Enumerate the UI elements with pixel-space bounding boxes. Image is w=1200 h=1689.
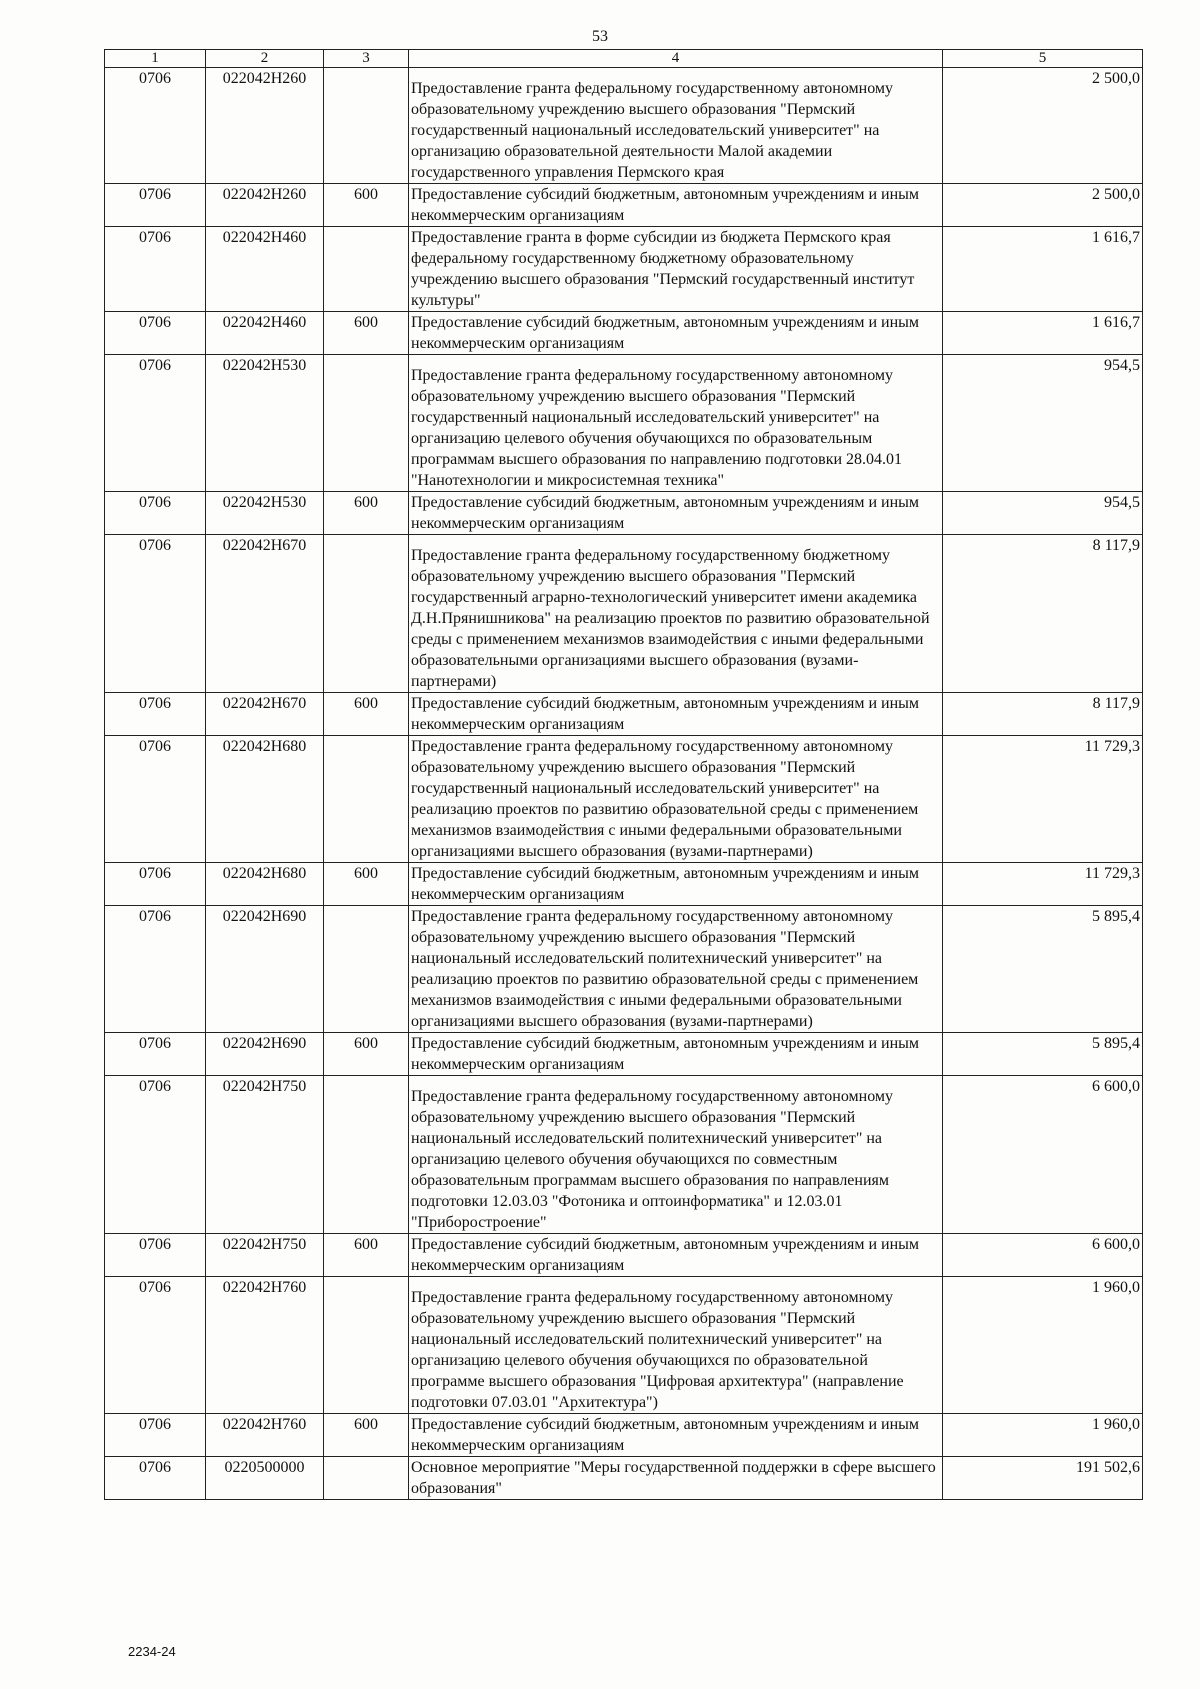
cell-section-code: 0706 [105,227,206,312]
cell-section-code: 0706 [105,863,206,906]
table-row [105,68,1143,184]
cell-description: Предоставление субсидий бюджетным, автономным учреждениям и иным некоммерческим организациям [409,184,943,227]
cell-target-article: 022042H760 [206,1277,324,1414]
cell-amount: 1 960,0 [943,1414,1143,1457]
cell-target-article: 022042H760 [206,1414,324,1457]
table-row [105,184,1143,227]
cell-section-code: 0706 [105,1033,206,1076]
cell-amount: 1 616,7 [943,227,1143,312]
cell-target-article: 022042H680 [206,736,324,863]
cell-expense-type: 600 [324,184,409,227]
cell-description: Предоставление гранта федеральному государственному автономному образовательному учреждению высшего образования "Пермский национальный исследовательский политехнический университет" на реализацию проектов по развитию образовательной среды с применением механизмов взаимодействия с иными федеральными образовательными организациями высшего образования (вузами-партнерами) [409,906,943,1033]
cell-expense-type: 600 [324,312,409,355]
cell-amount: 8 117,9 [943,535,1143,693]
table-row [105,1457,1143,1500]
cell-target-article: 0220500000 [206,1457,324,1500]
cell-target-article: 022042H750 [206,1234,324,1277]
table-row [105,736,1143,863]
cell-amount: 5 895,4 [943,906,1143,1033]
cell-target-article: 022042H670 [206,535,324,693]
cell-target-article: 022042H750 [206,1076,324,1234]
table-row [105,1033,1143,1076]
cell-expense-type [324,355,409,492]
cell-description: Предоставление гранта в форме субсидии из бюджета Пермского края федеральному государственному бюджетному образовательному учреждению высшего образования "Пермский государственный институт культуры" [409,227,943,312]
cell-expense-type: 600 [324,1234,409,1277]
cell-expense-type [324,906,409,1033]
cell-section-code: 0706 [105,1277,206,1414]
column-header-1: 1 [105,50,206,68]
cell-amount: 5 895,4 [943,1033,1143,1076]
header-row [105,50,1143,68]
cell-section-code: 0706 [105,1234,206,1277]
cell-expense-type: 600 [324,693,409,736]
cell-amount: 8 117,9 [943,693,1143,736]
budget-table [104,49,1143,1500]
cell-amount: 11 729,3 [943,736,1143,863]
cell-section-code: 0706 [105,693,206,736]
table-body [105,68,1143,1500]
cell-target-article: 022042H530 [206,492,324,535]
cell-section-code: 0706 [105,1457,206,1500]
cell-target-article: 022042H680 [206,863,324,906]
cell-description: Предоставление гранта федеральному государственному автономному образовательному учреждению высшего образования "Пермский национальный исследовательский политехнический университет" на организацию целевого обучения обучающихся по образовательной программе высшего образования "Цифровая архитектура" (направление подготовки 07.03.01 "Архитектура") [409,1277,943,1414]
cell-section-code: 0706 [105,312,206,355]
cell-amount: 2 500,0 [943,68,1143,184]
column-header-3: 3 [324,50,409,68]
cell-section-code: 0706 [105,1414,206,1457]
page-number: 53 [592,28,608,45]
cell-expense-type: 600 [324,1414,409,1457]
column-header-4: 4 [409,50,943,68]
table-row [105,906,1143,1033]
cell-expense-type: 600 [324,863,409,906]
cell-expense-type: 600 [324,1033,409,1076]
cell-target-article: 022042H670 [206,693,324,736]
cell-description: Предоставление субсидий бюджетным, автономным учреждениям и иным некоммерческим организациям [409,1234,943,1277]
cell-expense-type [324,227,409,312]
cell-description: Предоставление гранта федеральному государственному бюджетному образовательному учреждению высшего образования "Пермский государственный аграрно-технологический университет имени академика Д.Н.Прянишникова" на реализацию проектов по развитию образовательной среды с применением механизмов взаимодействия с иными федеральными образовательными организациями высшего образования (вузами-партнерами) [409,535,943,693]
cell-amount: 11 729,3 [943,863,1143,906]
table-header [105,50,1143,68]
cell-description: Предоставление субсидий бюджетным, автономным учреждениям и иным некоммерческим организациям [409,693,943,736]
cell-expense-type [324,68,409,184]
cell-description: Предоставление гранта федеральному государственному автономному образовательному учреждению высшего образования "Пермский национальный исследовательский политехнический университет" на организацию целевого обучения обучающихся по совместным образовательным программам высшего образования по направлениям подготовки 12.03.03 "Фотоника и оптоинформатика" и 12.03.01 "Приборостроение" [409,1076,943,1234]
cell-amount: 1 616,7 [943,312,1143,355]
cell-amount: 191 502,6 [943,1457,1143,1500]
cell-description: Предоставление субсидий бюджетным, автономным учреждениям и иным некоммерческим организациям [409,1414,943,1457]
cell-amount: 6 600,0 [943,1234,1143,1277]
document-code: 2234-24 [128,1644,176,1659]
table-row [105,227,1143,312]
table-row [105,535,1143,693]
cell-description: Предоставление субсидий бюджетным, автономным учреждениям и иным некоммерческим организациям [409,863,943,906]
table-row [105,863,1143,906]
cell-expense-type [324,1076,409,1234]
cell-amount: 954,5 [943,355,1143,492]
cell-expense-type [324,736,409,863]
column-header-5: 5 [943,50,1143,68]
cell-section-code: 0706 [105,355,206,492]
cell-section-code: 0706 [105,68,206,184]
cell-section-code: 0706 [105,736,206,863]
table-row [105,1277,1143,1414]
table-row [105,355,1143,492]
cell-section-code: 0706 [105,1076,206,1234]
cell-target-article: 022042H690 [206,1033,324,1076]
cell-description: Предоставление субсидий бюджетным, автономным учреждениям и иным некоммерческим организациям [409,312,943,355]
cell-section-code: 0706 [105,906,206,1033]
cell-target-article: 022042H260 [206,184,324,227]
cell-target-article: 022042H530 [206,355,324,492]
table-row [105,1234,1143,1277]
cell-amount: 6 600,0 [943,1076,1143,1234]
cell-section-code: 0706 [105,492,206,535]
cell-description: Предоставление гранта федеральному государственному автономному образовательному учреждению высшего образования "Пермский государственный национальный исследовательский университет" на организацию образовательной деятельности Малой академии государственного управления Пермского края [409,68,943,184]
cell-expense-type: 600 [324,492,409,535]
cell-description: Предоставление гранта федеральному государственному автономному образовательному учреждению высшего образования "Пермский государственный национальный исследовательский университет" на реализацию проектов по развитию образовательной среды с применением механизмов взаимодействия с иными федеральными образовательными организациями высшего образования (вузами-партнерами) [409,736,943,863]
cell-expense-type [324,1277,409,1414]
cell-amount: 1 960,0 [943,1277,1143,1414]
cell-expense-type [324,1457,409,1500]
cell-target-article: 022042H460 [206,312,324,355]
cell-section-code: 0706 [105,184,206,227]
cell-description: Предоставление гранта федеральному государственному автономному образовательному учреждению высшего образования "Пермский государственный национальный исследовательский университет" на организацию целевого обучения обучающихся по образовательным программам высшего образования по направлению подготовки 28.04.01 "Нанотехнологии и микросистемная техника" [409,355,943,492]
column-header-2: 2 [206,50,324,68]
table-row [105,492,1143,535]
cell-description: Предоставление субсидий бюджетным, автономным учреждениям и иным некоммерческим организациям [409,1033,943,1076]
cell-description: Основное мероприятие "Меры государственной поддержки в сфере высшего образования" [409,1457,943,1500]
cell-target-article: 022042H460 [206,227,324,312]
table-row [105,312,1143,355]
table-row [105,693,1143,736]
table-row [105,1414,1143,1457]
cell-section-code: 0706 [105,535,206,693]
cell-target-article: 022042H260 [206,68,324,184]
cell-amount: 954,5 [943,492,1143,535]
cell-target-article: 022042H690 [206,906,324,1033]
cell-amount: 2 500,0 [943,184,1143,227]
cell-expense-type [324,535,409,693]
cell-description: Предоставление субсидий бюджетным, автономным учреждениям и иным некоммерческим организациям [409,492,943,535]
table-row [105,1076,1143,1234]
